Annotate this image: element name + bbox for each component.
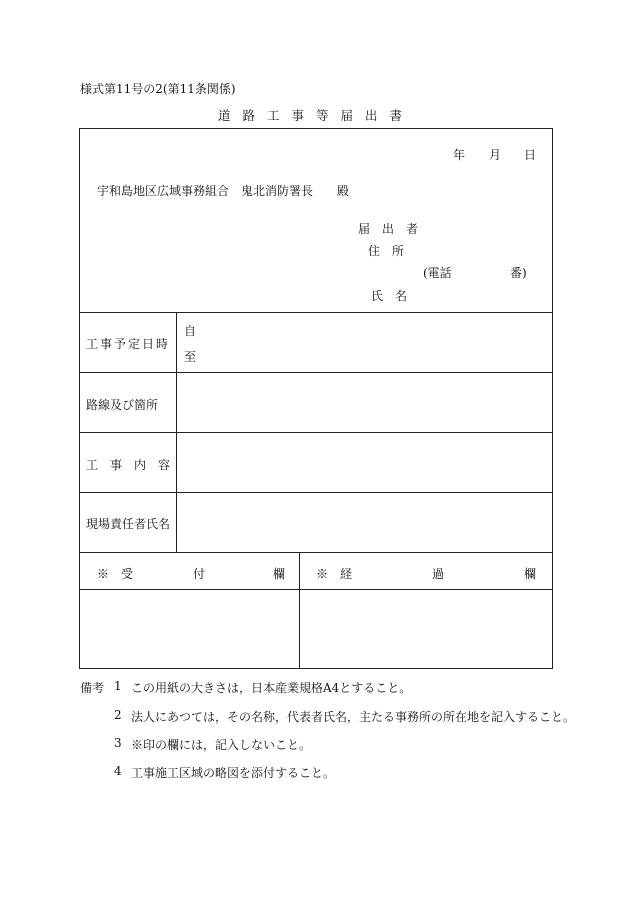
reception-mark: ※ 受 xyxy=(97,567,134,581)
work-content-label: 工 事 内 容 xyxy=(86,458,171,472)
note-number: 4 xyxy=(114,764,122,778)
note-text: ※印の欄には，記入しないこと。 xyxy=(131,738,312,752)
addressee: 宇和島地区広域事務組合 鬼北消防署長 殿 xyxy=(97,184,350,198)
note-text: この用紙の大きさは，日本産業規格A4とすること。 xyxy=(131,681,412,695)
form-title: 道路工事等届出書 xyxy=(217,108,414,123)
reception-column: 欄 xyxy=(273,567,286,581)
row-divider xyxy=(79,312,553,313)
note-text: 工事施工区域の略図を添付すること。 xyxy=(131,766,336,780)
schedule-to: 至 xyxy=(184,350,197,364)
route-label: 路線及び箇所 xyxy=(86,398,159,412)
note-number: 3 xyxy=(114,736,122,750)
date-year-label: 年 xyxy=(453,148,466,162)
table-border-top xyxy=(79,128,553,129)
table-border-left xyxy=(79,128,80,669)
note-number: 2 xyxy=(114,708,122,722)
row-divider xyxy=(79,589,553,590)
date-month-label: 月 xyxy=(489,148,502,162)
phone-number-suffix: 番) xyxy=(510,266,527,280)
schedule-from: 自 xyxy=(184,324,197,338)
note-text: 法人にあつては，その名称，代表者氏名，主たる事務所の所在地を記入すること。 xyxy=(131,710,576,724)
progress-mark: ※ 経 xyxy=(316,567,353,581)
row-divider xyxy=(79,432,553,433)
label-column-divider xyxy=(176,312,177,552)
date-day-label: 日 xyxy=(524,148,537,162)
schedule-label: 工事予定日時 xyxy=(86,337,171,351)
row-divider xyxy=(79,492,553,493)
row-divider xyxy=(79,372,553,373)
progress-pass: 過 xyxy=(432,567,445,581)
notes-label: 備考 xyxy=(80,681,105,695)
table-border-bottom xyxy=(79,668,553,669)
note-number: 1 xyxy=(114,679,122,693)
form-reference: 様式第11号の2(第11条関係) xyxy=(80,82,236,96)
name-label: 氏 名 xyxy=(371,289,408,303)
table-border-right xyxy=(552,128,553,669)
reception-attach: 付 xyxy=(193,567,206,581)
bottom-column-divider xyxy=(299,552,300,668)
phone-label: (電話 xyxy=(423,266,452,280)
address-label: 住 所 xyxy=(368,244,405,258)
progress-column: 欄 xyxy=(524,567,537,581)
site-manager-label: 現場責任者氏名 xyxy=(86,517,171,531)
notifier-label: 届 出 者 xyxy=(358,222,419,236)
row-divider xyxy=(79,552,553,553)
